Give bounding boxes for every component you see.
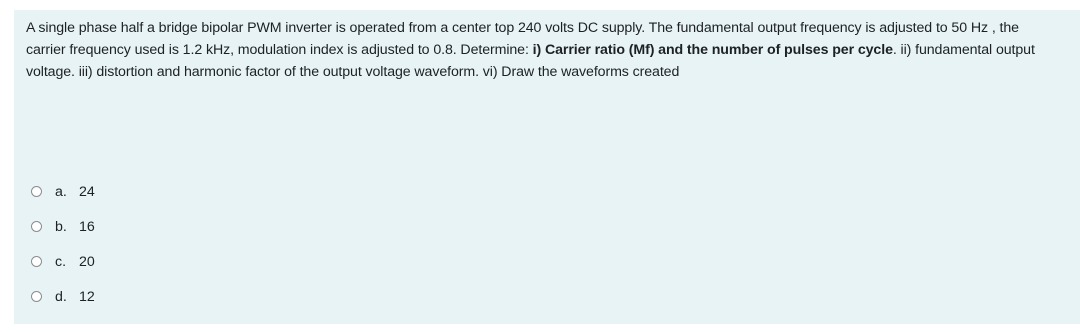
answer-value-a: 24 [79,183,95,200]
answer-options [31,174,95,314]
answer-value-c: 20 [79,253,95,270]
answer-value-b: 16 [79,218,95,235]
question-text-part-3: . ii) fundamental output voltage. iii) distortion and harmonic factor of the output voltage waveform. vi) Draw the waveforms created [26,42,1035,80]
answer-letter-c: c. [55,253,67,270]
answer-letter-a: a. [55,183,67,200]
radio-button-a[interactable] [31,186,42,197]
question-text-part-2: i) Carrier ratio (Mf) and the number of pulses per cycle [532,42,893,58]
question-text-part-1: A single phase half a bridge bipolar PWM inverter is operated from a center top 240 volts DC supply. The fundamental output frequency is adjusted to 50 Hz , the carrier frequency used is 1.2 kHz, modulation index is adjusted to 0.8. Determine: [26,20,1019,58]
question-panel [14,10,1080,324]
answer-letter-b: b. [55,218,67,235]
answer-letter-d: d. [55,288,67,305]
answer-value-d: 12 [79,288,95,305]
answer-option-a[interactable] [31,174,95,209]
answer-option-b[interactable] [31,209,95,244]
answer-option-c[interactable] [31,244,95,279]
radio-button-c[interactable] [31,256,42,267]
question-text [26,17,1061,83]
radio-button-d[interactable] [31,291,42,302]
answer-option-d[interactable] [31,279,95,314]
radio-button-b[interactable] [31,221,42,232]
